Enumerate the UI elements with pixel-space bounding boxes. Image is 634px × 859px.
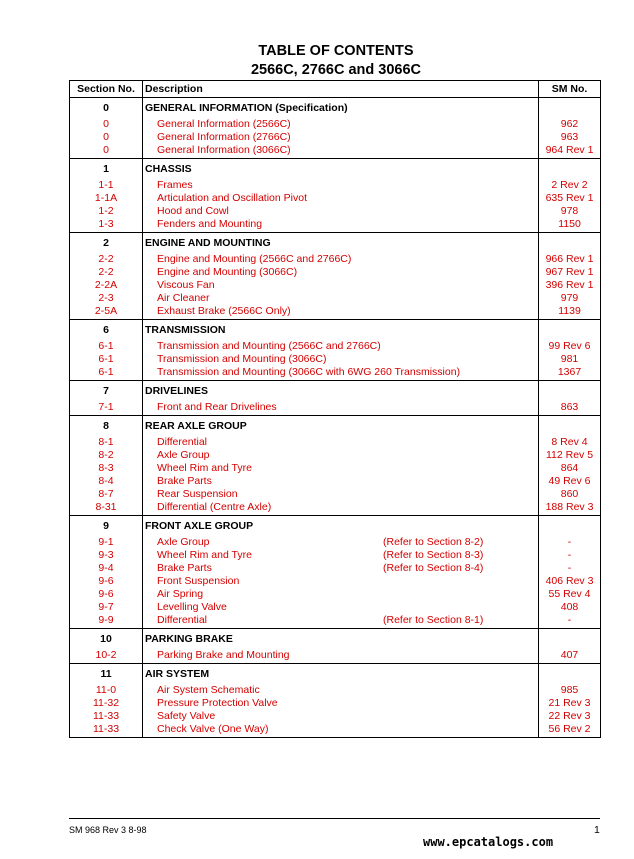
entry-section-number: 11-33 xyxy=(70,723,143,738)
entry-sm-number: 99 Rev 6 xyxy=(539,340,601,353)
table-header-row xyxy=(70,81,601,98)
entry-sm-number: - xyxy=(539,614,601,629)
table-row xyxy=(70,462,601,475)
entry-sm-number: 863 xyxy=(539,401,601,416)
entry-sm-number: - xyxy=(539,536,601,549)
section-sm-cell xyxy=(539,664,601,685)
entry-sm-number: 985 xyxy=(539,684,601,697)
entry-description-cell xyxy=(143,614,539,629)
table-row xyxy=(70,549,601,562)
section-title: GENERAL INFORMATION (Specification) xyxy=(143,98,539,119)
section-heading-row xyxy=(70,233,601,254)
table-row xyxy=(70,218,601,233)
entry-description-cell xyxy=(143,488,539,501)
entry-section-number: 9-1 xyxy=(70,536,143,549)
entry-sm-number: 967 Rev 1 xyxy=(539,266,601,279)
entry-section-number: 7-1 xyxy=(70,401,143,416)
section-sm-cell xyxy=(539,320,601,341)
section-number: 2 xyxy=(70,233,143,254)
entry-description-cell xyxy=(143,401,539,416)
entry-description-cell xyxy=(143,562,539,575)
entry-description: Brake Parts xyxy=(157,475,212,487)
entry-reference: (Refer to Section 8-1) xyxy=(383,614,484,626)
table-row xyxy=(70,649,601,664)
table-row xyxy=(70,601,601,614)
section-heading-row xyxy=(70,629,601,650)
entry-section-number: 9-3 xyxy=(70,549,143,562)
entry-section-number: 11-33 xyxy=(70,710,143,723)
entry-sm-number: 2 Rev 2 xyxy=(539,179,601,192)
table-row xyxy=(70,588,601,601)
table-row xyxy=(70,144,601,159)
entry-sm-number: 396 Rev 1 xyxy=(539,279,601,292)
table-row xyxy=(70,684,601,697)
entry-section-number: 11-32 xyxy=(70,697,143,710)
entry-description: Engine and Mounting (2566C and 2766C) xyxy=(157,253,352,265)
entry-sm-number: 963 xyxy=(539,131,601,144)
entry-description-cell xyxy=(143,192,539,205)
page-number: 1 xyxy=(594,824,600,836)
entry-section-number: 1-1 xyxy=(70,179,143,192)
section-sm-cell xyxy=(539,159,601,180)
table-row xyxy=(70,710,601,723)
entry-sm-number: 22 Rev 3 xyxy=(539,710,601,723)
section-number: 10 xyxy=(70,629,143,650)
table-row xyxy=(70,118,601,131)
entry-sm-number: 55 Rev 4 xyxy=(539,588,601,601)
table-row xyxy=(70,401,601,416)
entry-section-number: 0 xyxy=(70,118,143,131)
entry-description: Pressure Protection Valve xyxy=(157,697,278,709)
entry-description-cell xyxy=(143,475,539,488)
entry-description-cell xyxy=(143,697,539,710)
entry-section-number: 1-1A xyxy=(70,192,143,205)
entry-sm-number: 406 Rev 3 xyxy=(539,575,601,588)
entry-section-number: 6-1 xyxy=(70,353,143,366)
entry-description-cell xyxy=(143,131,539,144)
section-heading-row xyxy=(70,664,601,685)
entry-description: Levelling Valve xyxy=(157,601,227,613)
entry-description-cell xyxy=(143,305,539,320)
entry-description-cell xyxy=(143,205,539,218)
section-number: 11 xyxy=(70,664,143,685)
entry-sm-number: 188 Rev 3 xyxy=(539,501,601,516)
entry-sm-number: 864 xyxy=(539,462,601,475)
entry-sm-number: 979 xyxy=(539,292,601,305)
entry-description-cell xyxy=(143,266,539,279)
table-row xyxy=(70,340,601,353)
section-title: PARKING BRAKE xyxy=(143,629,539,650)
entry-description-cell xyxy=(143,179,539,192)
entry-description: Differential xyxy=(157,436,207,448)
entry-description-cell xyxy=(143,536,539,549)
entry-description: Safety Valve xyxy=(157,710,216,722)
entry-description-cell xyxy=(143,292,539,305)
entry-description: Frames xyxy=(157,179,193,191)
section-title: AIR SYSTEM xyxy=(143,664,539,685)
entry-sm-number: 407 xyxy=(539,649,601,664)
entry-description-cell xyxy=(143,462,539,475)
entry-reference: (Refer to Section 8-2) xyxy=(383,536,484,548)
section-sm-cell xyxy=(539,233,601,254)
entry-sm-number: 981 xyxy=(539,353,601,366)
entry-description: General Information (2766C) xyxy=(157,131,291,143)
section-title: CHASSIS xyxy=(143,159,539,180)
table-row xyxy=(70,179,601,192)
entry-section-number: 8-4 xyxy=(70,475,143,488)
section-heading-row xyxy=(70,416,601,437)
entry-sm-number: 860 xyxy=(539,488,601,501)
footer-rule xyxy=(69,818,600,819)
entry-description-cell xyxy=(143,501,539,516)
entry-sm-number: 966 Rev 1 xyxy=(539,253,601,266)
table-row xyxy=(70,575,601,588)
entry-section-number: 2-2 xyxy=(70,266,143,279)
contents-table xyxy=(69,80,601,738)
entry-section-number: 0 xyxy=(70,131,143,144)
sm-column-header: SM No. xyxy=(539,81,601,98)
section-number: 9 xyxy=(70,516,143,537)
section-title: REAR AXLE GROUP xyxy=(143,416,539,437)
section-title: DRIVELINES xyxy=(143,381,539,402)
entry-description-cell xyxy=(143,649,539,664)
entry-description-cell xyxy=(143,601,539,614)
table-row xyxy=(70,253,601,266)
entry-description-cell xyxy=(143,710,539,723)
entry-sm-number: 49 Rev 6 xyxy=(539,475,601,488)
entry-description: Transmission and Mounting (3066C with 6WG 260 Transmission) xyxy=(157,366,461,378)
entry-sm-number: 112 Rev 5 xyxy=(539,449,601,462)
entry-description: Rear Suspension xyxy=(157,488,238,500)
entry-sm-number: 1367 xyxy=(539,366,601,381)
table-row xyxy=(70,449,601,462)
table-row xyxy=(70,501,601,516)
table-row xyxy=(70,205,601,218)
page-title: TABLE OF CONTENTS xyxy=(258,43,414,59)
section-sm-cell xyxy=(539,516,601,537)
entry-description-cell xyxy=(143,118,539,131)
entry-description: Fenders and Mounting xyxy=(157,218,263,230)
entry-section-number: 8-2 xyxy=(70,449,143,462)
entry-description-cell xyxy=(143,723,539,738)
entry-description: Brake Parts xyxy=(157,562,212,574)
entry-sm-number: 1150 xyxy=(539,218,601,233)
section-sm-cell xyxy=(539,381,601,402)
entry-description-cell xyxy=(143,575,539,588)
entry-sm-number: 964 Rev 1 xyxy=(539,144,601,159)
entry-description: Axle Group xyxy=(157,536,210,548)
entry-description: Air System Schematic xyxy=(157,684,260,696)
entry-description: Front and Rear Drivelines xyxy=(157,401,277,413)
entry-section-number: 9-9 xyxy=(70,614,143,629)
entry-sm-number: 408 xyxy=(539,601,601,614)
entry-sm-number: 8 Rev 4 xyxy=(539,436,601,449)
entry-description: Differential (Centre Axle) xyxy=(157,501,272,513)
entry-description: General Information (2566C) xyxy=(157,118,291,130)
table-row xyxy=(70,723,601,738)
table-row xyxy=(70,192,601,205)
entry-description-cell xyxy=(143,144,539,159)
section-title: ENGINE AND MOUNTING xyxy=(143,233,539,254)
section-column-header: Section No. xyxy=(70,81,143,98)
entry-sm-number: 56 Rev 2 xyxy=(539,723,601,738)
entry-section-number: 9-6 xyxy=(70,588,143,601)
table-row xyxy=(70,697,601,710)
section-sm-cell xyxy=(539,416,601,437)
entry-description: Articulation and Oscillation Pivot xyxy=(157,192,307,204)
entry-description: Air Cleaner xyxy=(157,292,210,304)
entry-description: Axle Group xyxy=(157,449,210,461)
entry-section-number: 2-2A xyxy=(70,279,143,292)
watermark: www.epcatalogs.com xyxy=(423,835,554,849)
entry-description-cell xyxy=(143,353,539,366)
entry-description-cell xyxy=(143,549,539,562)
entry-section-number: 8-3 xyxy=(70,462,143,475)
entry-description: Wheel Rim and Tyre xyxy=(157,549,252,561)
table-row xyxy=(70,353,601,366)
entry-sm-number: - xyxy=(539,562,601,575)
entry-section-number: 2-3 xyxy=(70,292,143,305)
entry-description-cell xyxy=(143,218,539,233)
table-row xyxy=(70,614,601,629)
table-row xyxy=(70,292,601,305)
entry-description-cell xyxy=(143,340,539,353)
section-number: 8 xyxy=(70,416,143,437)
table-row xyxy=(70,266,601,279)
entry-sm-number: 962 xyxy=(539,118,601,131)
entry-description: Wheel Rim and Tyre xyxy=(157,462,252,474)
document-id: SM 968 Rev 3 8-98 xyxy=(69,825,147,835)
entry-section-number: 9-6 xyxy=(70,575,143,588)
entry-section-number: 6-1 xyxy=(70,340,143,353)
table-row xyxy=(70,488,601,501)
section-heading-row xyxy=(70,320,601,341)
entry-description-cell xyxy=(143,449,539,462)
table-row xyxy=(70,436,601,449)
section-title: TRANSMISSION xyxy=(143,320,539,341)
entry-description: Transmission and Mounting (2566C and 2766C) xyxy=(157,340,381,352)
entry-sm-number: 635 Rev 1 xyxy=(539,192,601,205)
entry-section-number: 8-1 xyxy=(70,436,143,449)
entry-section-number: 1-2 xyxy=(70,205,143,218)
entry-description: Hood and Cowl xyxy=(157,205,229,217)
section-heading-row xyxy=(70,98,601,119)
entry-description-cell xyxy=(143,279,539,292)
entry-reference: (Refer to Section 8-3) xyxy=(383,549,484,561)
entry-description: Air Spring xyxy=(157,588,204,600)
page-subtitle: 2566C, 2766C and 3066C xyxy=(250,62,422,78)
entry-description: General Information (3066C) xyxy=(157,144,291,156)
table-row xyxy=(70,366,601,381)
entry-section-number: 2-5A xyxy=(70,305,143,320)
entry-sm-number: 978 xyxy=(539,205,601,218)
section-number: 6 xyxy=(70,320,143,341)
section-heading-row xyxy=(70,516,601,537)
entry-description: Viscous Fan xyxy=(157,279,215,291)
section-number: 7 xyxy=(70,381,143,402)
entry-sm-number: 21 Rev 3 xyxy=(539,697,601,710)
entry-sm-number: - xyxy=(539,549,601,562)
entry-description: Differential xyxy=(157,614,207,626)
entry-section-number: 8-31 xyxy=(70,501,143,516)
entry-description: Check Valve (One Way) xyxy=(157,723,269,735)
entry-section-number: 9-7 xyxy=(70,601,143,614)
section-heading-row xyxy=(70,381,601,402)
table-row xyxy=(70,536,601,549)
section-title: FRONT AXLE GROUP xyxy=(143,516,539,537)
table-row xyxy=(70,305,601,320)
entry-section-number: 11-0 xyxy=(70,684,143,697)
entry-description-cell xyxy=(143,366,539,381)
entry-section-number: 8-7 xyxy=(70,488,143,501)
section-sm-cell xyxy=(539,98,601,119)
entry-description: Transmission and Mounting (3066C) xyxy=(157,353,327,365)
entry-section-number: 1-3 xyxy=(70,218,143,233)
entry-description: Exhaust Brake (2566C Only) xyxy=(157,305,291,317)
entry-description-cell xyxy=(143,684,539,697)
entry-description: Engine and Mounting (3066C) xyxy=(157,266,298,278)
table-row xyxy=(70,562,601,575)
entry-section-number: 2-2 xyxy=(70,253,143,266)
entry-description: Parking Brake and Mounting xyxy=(157,649,290,661)
table-row xyxy=(70,131,601,144)
entry-section-number: 6-1 xyxy=(70,366,143,381)
description-column-header: Description xyxy=(143,81,539,98)
table-row xyxy=(70,475,601,488)
table-row xyxy=(70,279,601,292)
section-sm-cell xyxy=(539,629,601,650)
entry-section-number: 0 xyxy=(70,144,143,159)
section-number: 1 xyxy=(70,159,143,180)
entry-description-cell xyxy=(143,588,539,601)
entry-sm-number: 1139 xyxy=(539,305,601,320)
entry-section-number: 10-2 xyxy=(70,649,143,664)
section-heading-row xyxy=(70,159,601,180)
entry-description: Front Suspension xyxy=(157,575,240,587)
entry-description-cell xyxy=(143,436,539,449)
entry-reference: (Refer to Section 8-4) xyxy=(383,562,484,574)
section-number: 0 xyxy=(70,98,143,119)
entry-description-cell xyxy=(143,253,539,266)
entry-section-number: 9-4 xyxy=(70,562,143,575)
